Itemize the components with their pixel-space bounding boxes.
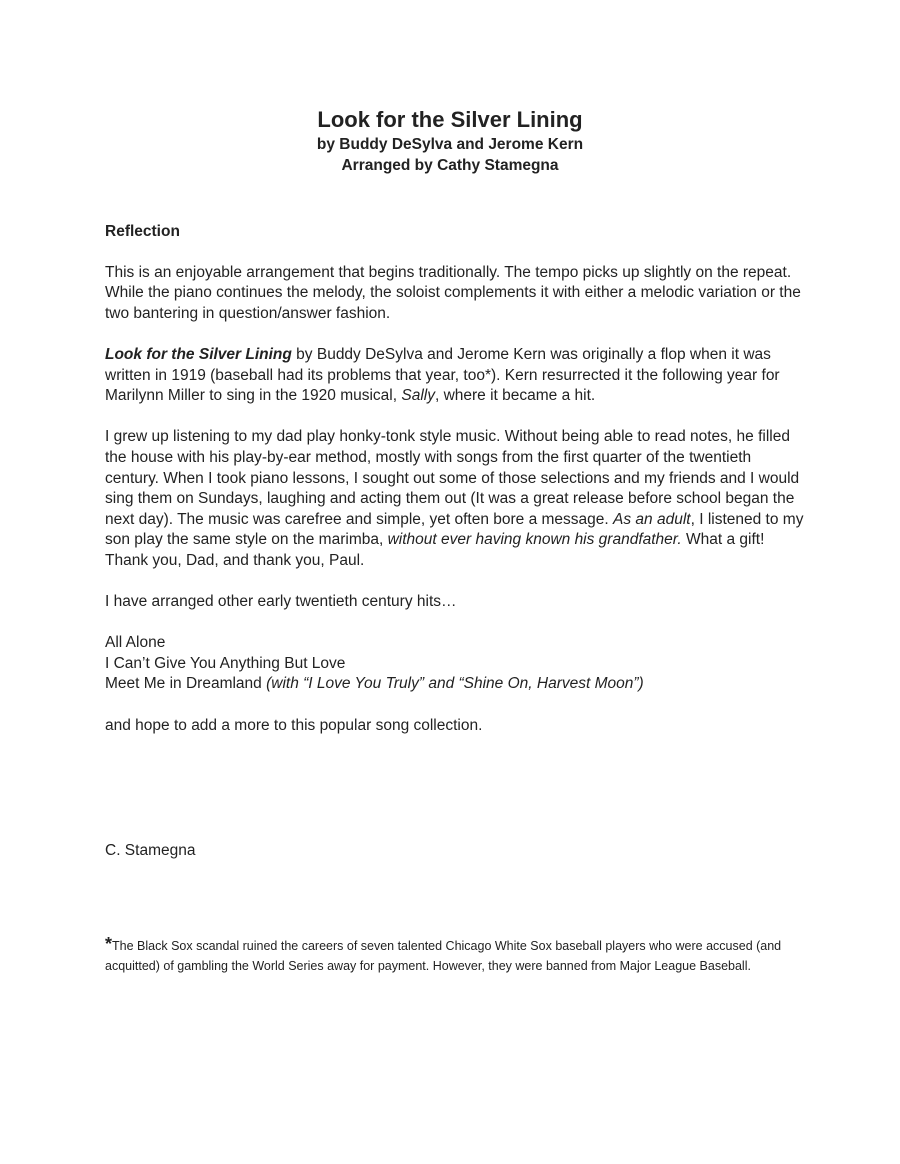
paragraph-closing: and hope to add a more to this popular song collection. (105, 716, 483, 734)
song-note: (with “I Love You Truly” and “Shine On, Harvest Moon”) (266, 675, 644, 693)
paragraph-other-hits: I have arranged other early twentieth century hits… (105, 593, 457, 611)
song-name: I Can’t Give You Anything But Love (105, 654, 346, 672)
reflection-section (105, 222, 805, 757)
song-name: Meet Me in Dreamland (105, 675, 267, 693)
footnote-text: The Black Sox scandal ruined the careers of seven talented Chicago White Sox baseball players who were accused (and acquitted) of gambling the World Series away for payment. However, they were banned from Major League Baseball. (105, 939, 782, 973)
memories-text-1: I grew up listening to my dad play honky-tonk style music. Without being able to read notes, he filled the house with his play-by-ear method, mostly with songs from the first quarter of the twentieth century. When I took piano lessons, I sought out some of those selections and my friends and I would sing them on Sundays, laughing and acting them out (It was a great release before school began the next day). The music was carefree and simple, yet often bore a message. (105, 428, 800, 528)
history-text: by Buddy DeSylva and Jerome Kern was originally a flop when it was written in 1919 (baseball had its problems that year, too*). Kern resurrected it the following year for Marilynn Miller to sing in the 1920 musical, (105, 345, 780, 405)
memories-text-3: What a gift! Thank you, Dad, and thank you, Paul. (105, 531, 765, 569)
memories-italic-1: As an adult (613, 510, 691, 528)
list-item (105, 654, 805, 675)
song-list (105, 633, 805, 695)
paragraph-intro: This is an enjoyable arrangement that begins traditionally. The tempo picks up slightly on the repeat. While the piano continues the melody, the soloist complements it with either a melodic variation or the two bantering in question/answer fashion. (105, 263, 801, 322)
page-title: Look for the Silver Lining (317, 107, 583, 132)
memories-text-2: , I listened to my son play the same style on the marimba, (105, 510, 804, 549)
paragraph-history (105, 345, 805, 407)
song-name: All Alone (105, 634, 166, 652)
footnote-marker: * (105, 934, 113, 954)
musical-title: Sally (401, 387, 435, 405)
signature: C. Stamegna (105, 842, 196, 859)
list-item (105, 633, 805, 654)
arranger-credit: Arranged by Cathy Stamegna (341, 157, 559, 174)
paragraph-memories (105, 427, 805, 571)
song-title: Look for the Silver Lining (105, 345, 292, 363)
byline: by Buddy DeSylva and Jerome Kern (316, 136, 584, 153)
list-item (105, 674, 805, 695)
header (0, 106, 900, 176)
footnote (105, 934, 805, 976)
history-text-end: , where it became a hit. (434, 387, 596, 405)
memories-italic-2: without ever having known his grandfather. (387, 531, 682, 549)
section-heading: Reflection (105, 223, 180, 240)
